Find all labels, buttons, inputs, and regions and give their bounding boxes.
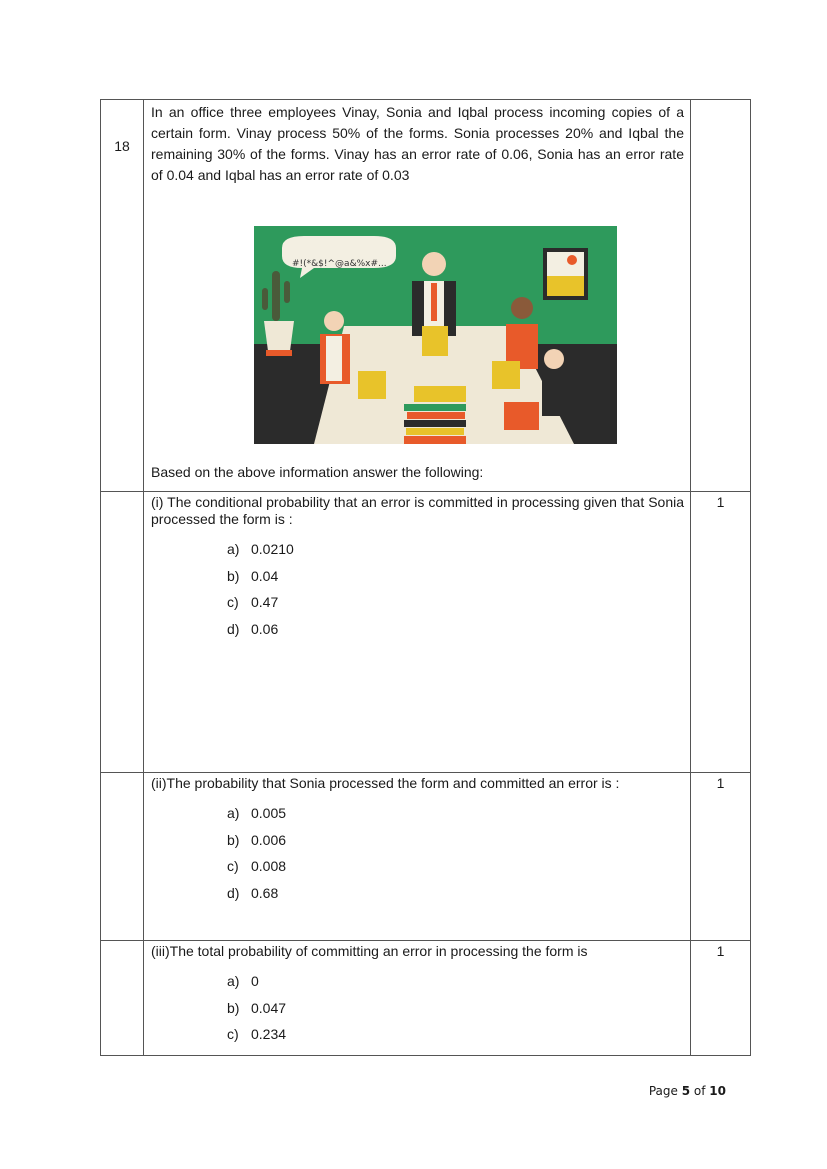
option-value: 0.68 — [251, 884, 279, 901]
option-a — [227, 803, 684, 830]
option-b — [227, 998, 684, 1025]
question-number-cell — [101, 773, 144, 941]
option-label: b) — [227, 831, 240, 848]
option-value: 0.047 — [251, 999, 287, 1016]
option-value: 0.0210 — [251, 541, 294, 557]
option-c — [227, 1024, 684, 1051]
case-study-intro: In an office three employees Vinay, Sonia and Iqbal process incoming copies of a certain form. Vinay process 50% of the forms. Sonia processes 20% and Iqbal the remaining 30% of the forms. Vinay has an error rate of 0.06, Sonia has an error rate of 0.04 and Iqbal has an error rate of 0.03 — [151, 104, 684, 183]
part-i-options — [227, 539, 684, 645]
option-d — [227, 619, 684, 646]
page-footer — [649, 1084, 726, 1098]
option-label: a) — [227, 805, 240, 821]
case-study-cell — [144, 100, 691, 492]
case-study-prompt: Based on the above information answer the following: — [151, 464, 484, 480]
table-row — [101, 100, 751, 492]
option-label: c) — [227, 594, 239, 610]
question-table — [100, 99, 751, 1056]
footer-of: of — [690, 1084, 710, 1098]
option-value: 0.005 — [251, 805, 287, 821]
speech-bubble-text: #!(*&$!^@a&%x#... — [292, 259, 387, 269]
part-iii-options — [227, 971, 684, 1051]
option-label: a) — [227, 973, 240, 989]
part-ii-marks: 1 — [691, 773, 751, 941]
option-c — [227, 856, 684, 883]
footer-prefix: Page — [648, 1084, 682, 1098]
option-value: 0.06 — [251, 620, 279, 637]
office-meeting-illustration — [254, 226, 617, 444]
table-row — [101, 773, 751, 941]
marks-cell — [691, 100, 751, 492]
option-value: 0 — [251, 973, 259, 989]
question-number-cell — [101, 492, 144, 773]
part-iii-cell — [144, 941, 691, 1056]
option-a — [227, 971, 684, 998]
option-label: d) — [227, 620, 240, 637]
option-label: a) — [227, 541, 240, 557]
part-i-cell — [144, 492, 691, 773]
option-value: 0.04 — [251, 567, 279, 584]
table-row — [101, 492, 751, 773]
part-ii-question: (ii)The probability that Sonia processed the form and committed an error is : — [151, 775, 620, 791]
option-label: c) — [227, 1026, 239, 1042]
option-d — [227, 883, 684, 910]
table-row — [101, 941, 751, 1056]
total-pages: 10 — [709, 1084, 726, 1098]
part-iii-marks: 1 — [691, 941, 751, 1056]
option-b — [227, 566, 684, 593]
part-ii-cell — [144, 773, 691, 941]
part-ii-options — [227, 803, 684, 909]
option-label: d) — [227, 884, 240, 901]
option-value: 0.008 — [251, 858, 287, 874]
current-page: 5 — [681, 1084, 691, 1098]
option-b — [227, 830, 684, 857]
part-i-marks: 1 — [691, 492, 751, 773]
option-value: 0.006 — [251, 831, 287, 848]
part-iii-question: (iii)The total probability of committing an error in processing the form is — [151, 943, 588, 959]
question-number-cell — [101, 941, 144, 1056]
option-value: 0.47 — [251, 594, 279, 610]
option-label: c) — [227, 858, 239, 874]
option-value: 0.234 — [251, 1026, 287, 1042]
question-number: 18 — [101, 100, 144, 492]
part-i-question: (i) The conditional probability that an error is committed in processing given that Sonia processed the form is : — [151, 494, 684, 527]
option-c — [227, 592, 684, 619]
option-label: b) — [227, 567, 240, 584]
option-a — [227, 539, 684, 566]
option-label: b) — [227, 999, 240, 1016]
